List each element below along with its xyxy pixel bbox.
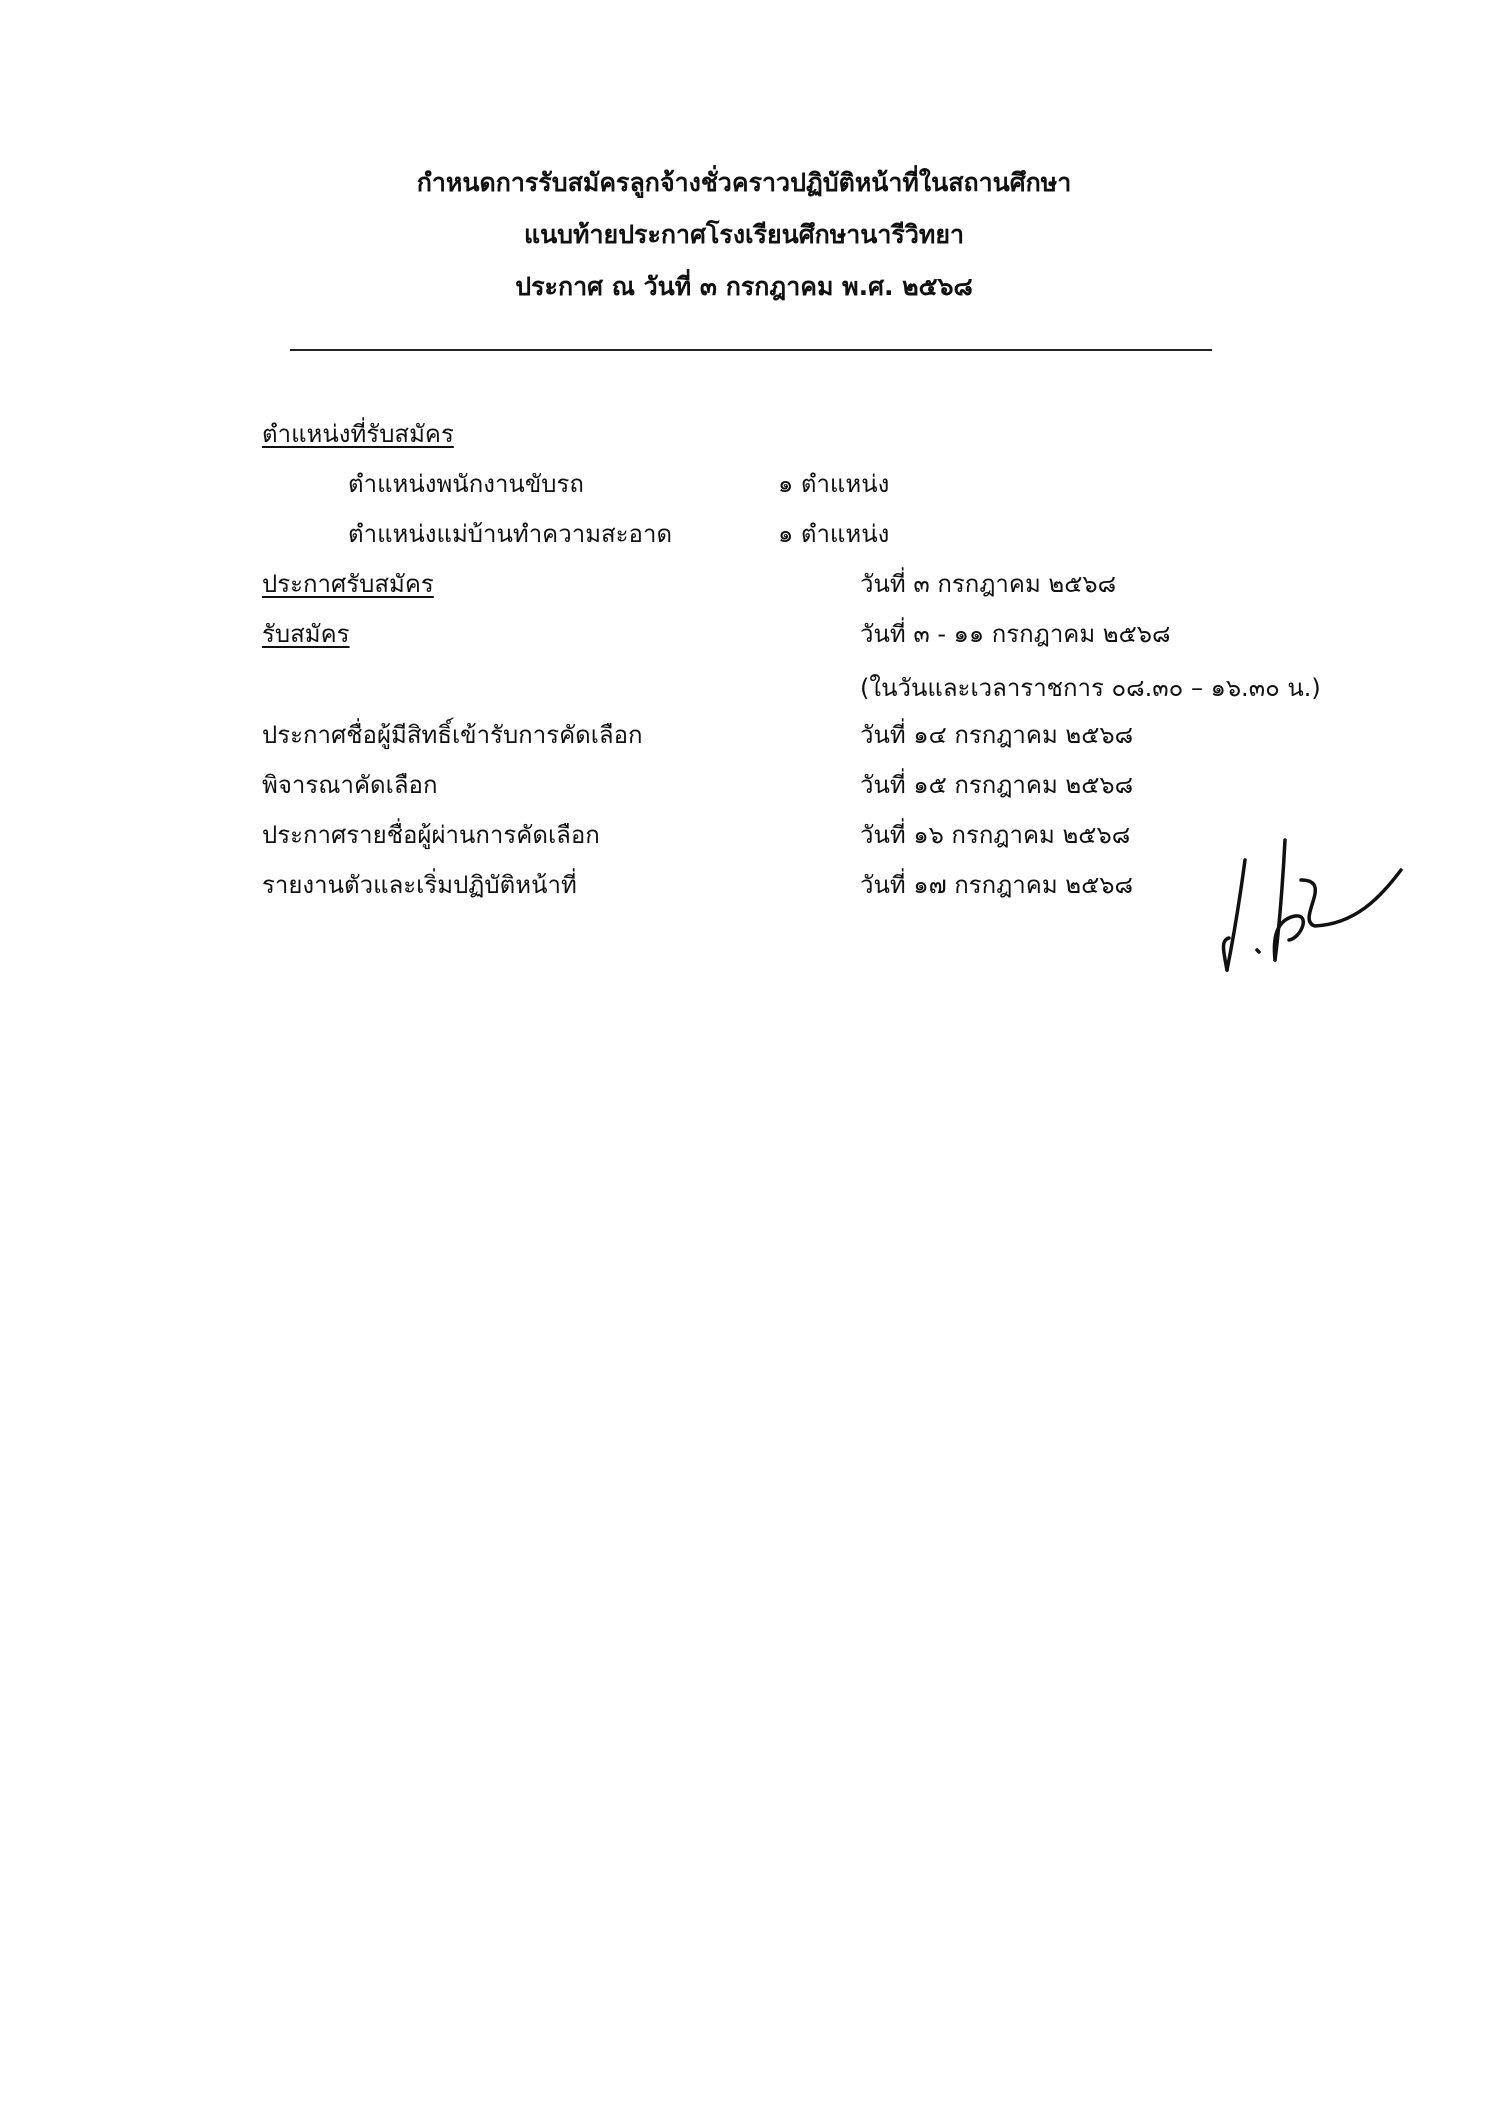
- header-line-3: ประกาศ ณ วันที่ ๓ กรกฎาคม พ.ศ. ๒๕๖๘: [515, 272, 973, 301]
- schedule-label: ประกาศรับสมัคร: [262, 570, 434, 598]
- schedule-date: วันที่ ๑๖ กรกฎาคม ๒๕๖๘: [860, 821, 1131, 849]
- header-line-2: แนบท้ายประกาศโรงเรียนศึกษานารีวิทยา: [523, 220, 965, 249]
- position-count: ๑ ตำแหน่ง: [778, 470, 890, 498]
- schedule-label: รับสมัคร: [262, 620, 350, 648]
- schedule-date: วันที่ ๑๕ กรกฎาคม ๒๕๖๘: [860, 771, 1134, 799]
- schedule-label: รายงานตัวและเริ่มปฏิบัติหน้าที่: [262, 871, 577, 899]
- schedule-date: วันที่ ๓ - ๑๑ กรกฎาคม ๒๕๖๘: [860, 620, 1171, 648]
- schedule-date: วันที่ ๑๗ กรกฎาคม ๒๕๖๘: [860, 871, 1134, 899]
- schedule-label: ประกาศรายชื่อผู้ผ่านการคัดเลือก: [262, 821, 600, 849]
- header-line-1: กำหนดการรับสมัครลูกจ้างชั่วคราวปฏิบัติหน้าที่ในสถานศึกษา: [416, 168, 1072, 197]
- position-count: ๑ ตำแหน่ง: [778, 520, 890, 548]
- position-name: ตำแหน่งพนักงานขับรถ: [348, 470, 584, 498]
- schedule-label: พิจารณาคัดเลือก: [262, 771, 438, 799]
- schedule-date: วันที่ ๑๔ กรกฎาคม ๒๕๖๘: [860, 721, 1134, 749]
- schedule-date: วันที่ ๓ กรกฎาคม ๒๕๖๘: [860, 570, 1117, 598]
- position-name: ตำแหน่งแม่บ้านทำความสะอาด: [348, 520, 673, 548]
- positions-heading: ตำแหน่งที่รับสมัคร: [262, 420, 454, 448]
- header-divider: [290, 349, 1212, 351]
- office-hours-note: (ในวันและเวลาราชการ ๐๘.๓๐ – ๑๖.๓๐ น.): [860, 674, 1321, 702]
- handwritten-signature: [1205, 820, 1405, 980]
- schedule-label: ประกาศชื่อผู้มีสิทธิ์เข้ารับการคัดเลือก: [262, 721, 643, 749]
